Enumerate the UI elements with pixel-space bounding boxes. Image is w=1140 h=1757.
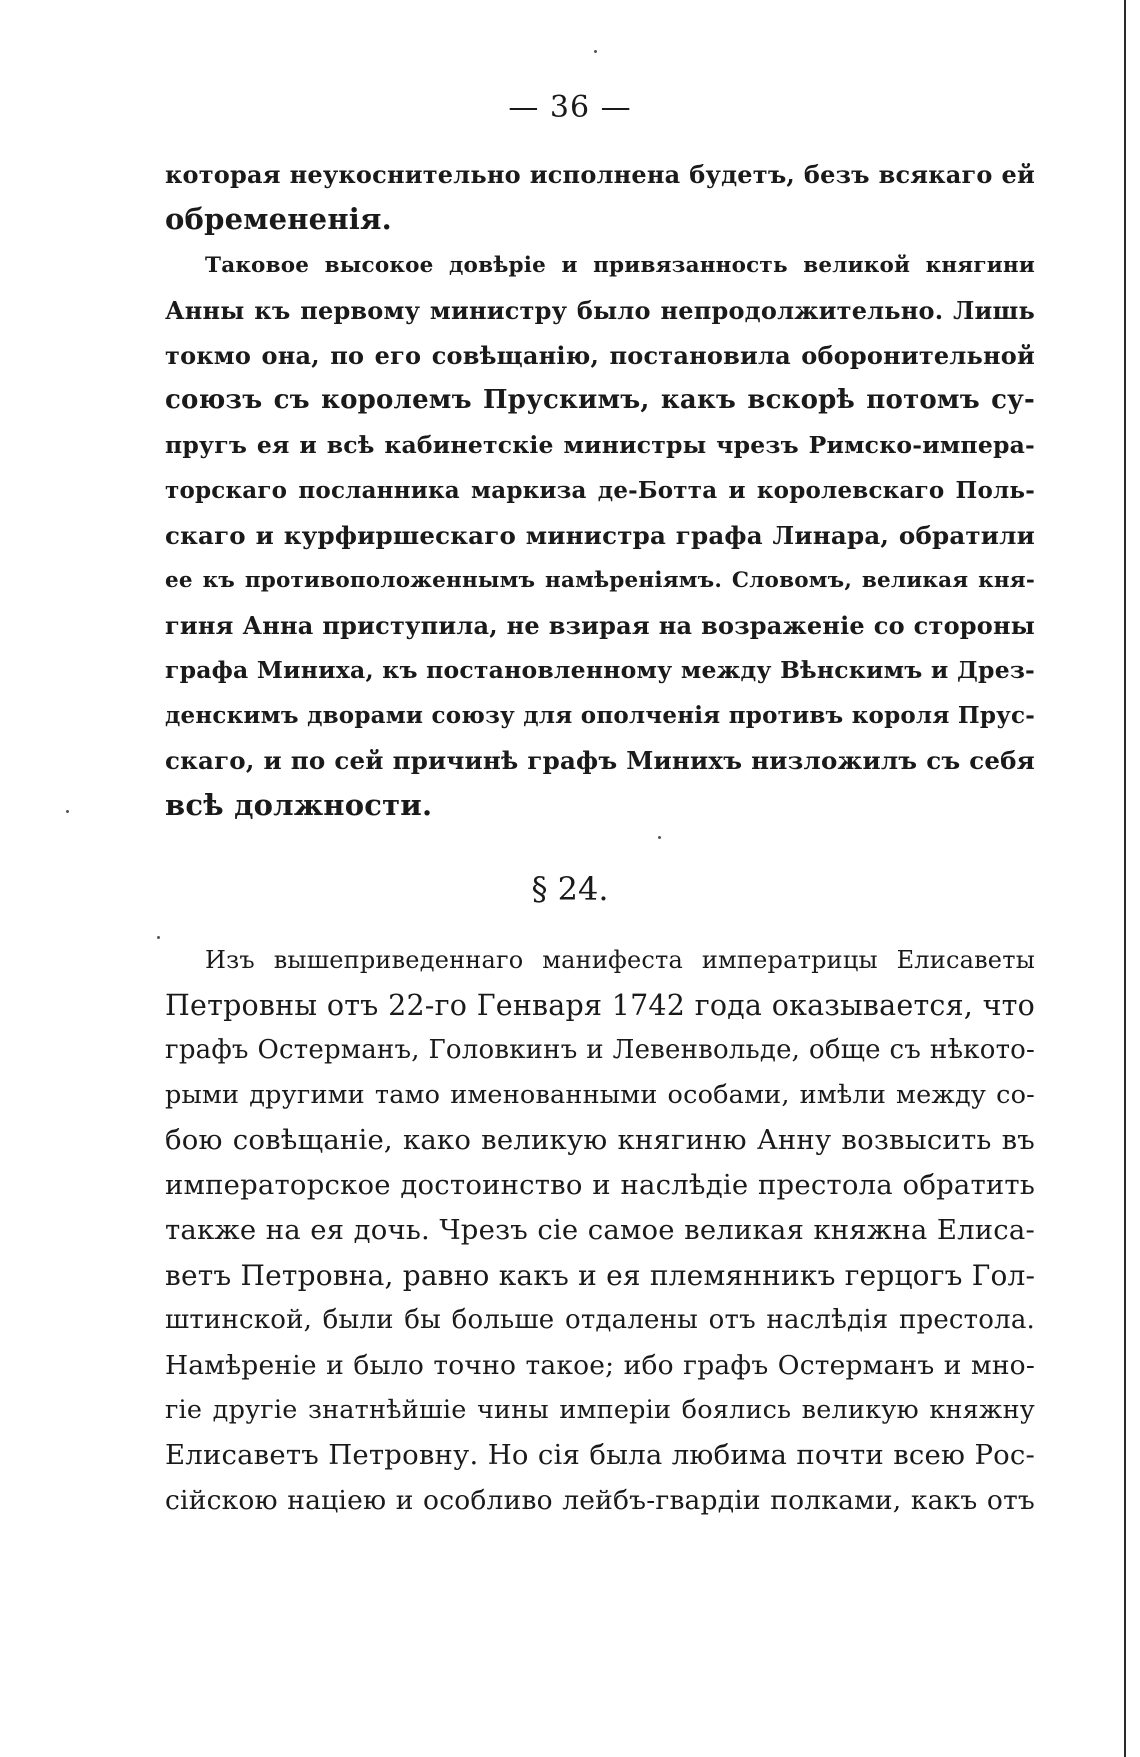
text-line: скаго, и по сей причинѣ графъ Минихъ низложилъ съ себя [165,746,1035,775]
page-number: — 36 — [508,90,632,125]
text-line: Анны къ первому министру было непродолжительно. Лишь [165,296,1035,325]
paragraph-2 [165,243,1035,828]
paragraph-1 [165,152,1035,242]
text-line: пругъ ея и всѣ кабинетскіе министры чрезъ Римско-импера- [165,431,1035,459]
text-line: императорское достоинство и наслѣдіе престола обратить [165,1169,1035,1201]
text-line: Елисаветъ Петровну. Но сія была любима почти всею Рос- [165,1439,1035,1471]
text-line: графа Миниха, къ постановленному между Вѣнскимъ и Дрез- [165,656,1035,684]
text-line: ее къ противоположеннымъ намѣреніямъ. Словомъ, великая кня- [165,568,1035,593]
text-line: Петровны отъ 22-го Генваря 1742 года оказывается, что [165,989,1035,1022]
text-line: Изъ вышеприведеннаго манифеста императрицы Елисаветы [205,946,1035,974]
text-line: обремененія. [165,202,392,236]
text-line: штинской, были бы больше отдалены отъ наслѣдія престола. [165,1305,1035,1335]
text-line: гіе другіе знатнѣйшіе чины имперіи боялись великую княжну [165,1395,1035,1425]
text-line: сійскою націею и особливо лейбъ-гвардіи полками, какъ отъ [165,1485,1035,1516]
text-line: рыми другими тамо именованными особами, имѣли между со- [165,1080,1035,1110]
text-line: которая неукоснительно исполнена будетъ, безъ всякаго ей [165,160,1035,189]
text-line: гиня Анна приступила, не взирая на возраженіе со стороны [165,611,1035,640]
text-line: Таковое высокое довѣріе и привязанность великой княгини [205,253,1035,278]
text-line: токмо она, по его совѣщанію, постановила оборонительной [165,341,1035,370]
text-line: графъ Остерманъ, Головкинъ и Левенвольде, обще съ нѣкото- [165,1035,1035,1065]
text-line: денскимъ дворами союзу для ополченія противъ короля Прус- [165,702,1035,729]
text-line: союзъ съ королемъ Прускимъ, какъ вскорѣ потомъ су- [165,385,1035,415]
text-line: также на ея дочь. Чрезъ сіе самое великая княжна Елиса- [165,1214,1035,1246]
text-line: ветъ Петровна, равно какъ и ея племянникъ герцогъ Гол- [165,1259,1036,1292]
text-line: всѣ должности. [165,788,433,822]
text-line: бою совѣщаніе, како великую княгиню Анну возвысить въ [165,1124,1035,1156]
paragraph-3 [165,938,1035,1523]
scan-speck [66,810,69,813]
scan-speck [658,836,661,839]
text-line: торскаго посланника маркиза де-Ботта и королевскаго Поль- [165,477,1035,504]
scan-speck [594,50,597,53]
text-line: Намѣреніе и было точно такое; ибо графъ Остерманъ и мно- [165,1350,1035,1381]
scan-speck [157,936,160,939]
section-heading: § 24. [531,870,609,908]
text-line: скаго и курфиршескаго министра графа Линара, обратили [165,521,1035,550]
